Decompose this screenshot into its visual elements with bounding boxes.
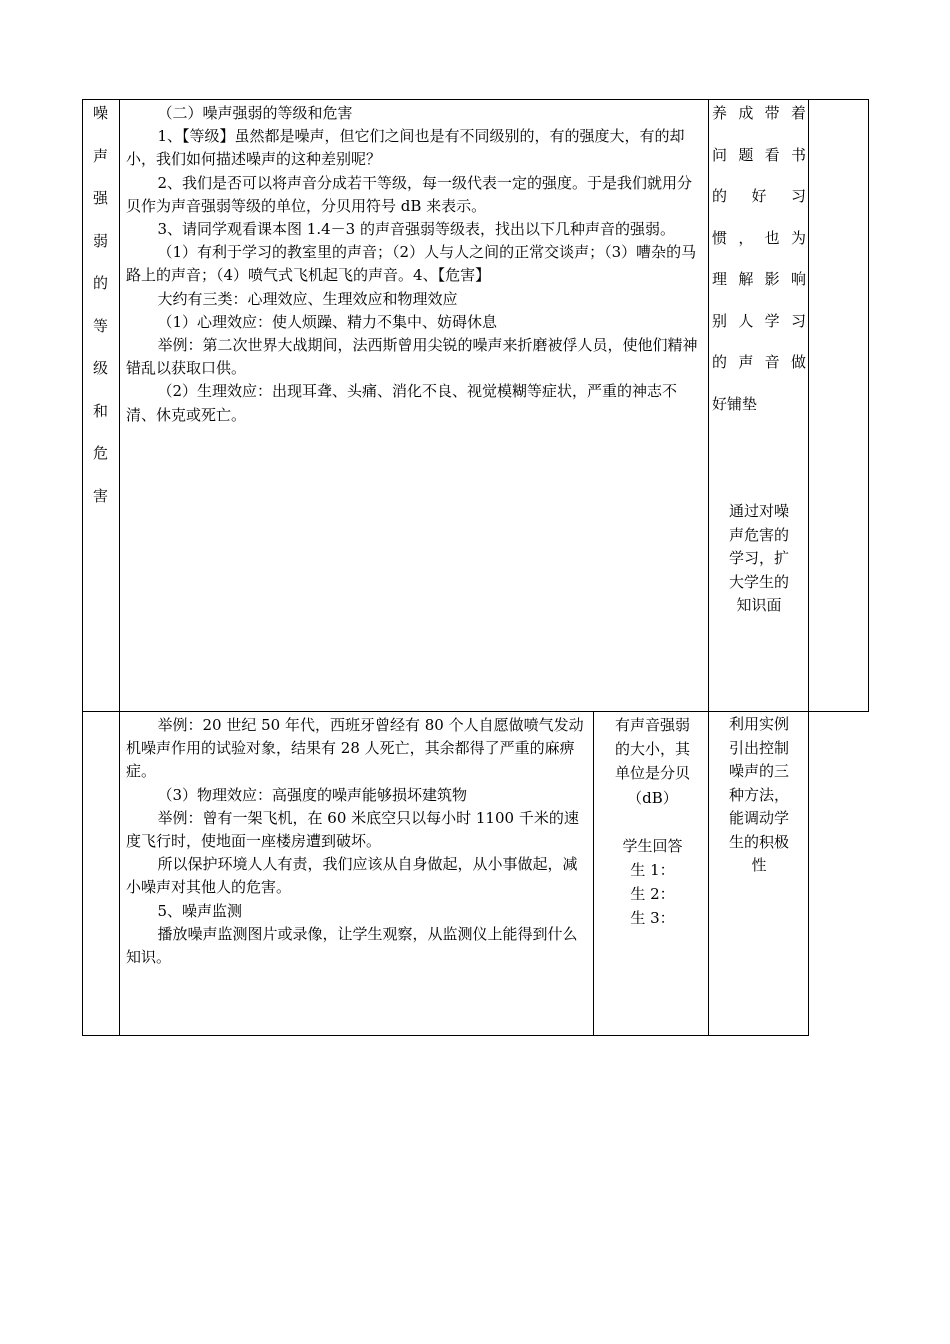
paragraph: （3）物理效应：高强度的噪声能够损坏建筑物 [157,785,468,804]
activity-line: 生 2： [630,885,675,904]
note-line: 问题看书 [712,145,806,164]
note-line: 知识面 [736,596,782,614]
table2-bottom-border [82,1035,809,1036]
paragraph: 举例：曾有一架飞机，在 60 米底空只以每小时 1100 千米的速度飞行时，使地面一座楼房遭到破坏。 [126,808,579,851]
activity-line: 生 3： [630,909,675,928]
note-line: 引出控制 [728,738,789,757]
section2-content [126,714,588,969]
table1-col3-divider [808,99,809,712]
paragraph: 5、噪声监测 [157,901,243,920]
paragraph: 举例：20 世纪 50 年代，西班牙曾经有 80 个人自愿做喷气发动机噪声作用的试验对象，结果有 28 人死亡，其余都得了严重的麻痹症。 [126,716,584,781]
sidebar-char: 等 [92,316,108,335]
paragraph: （1）心理效应：使人烦躁、精力不集中、妨碍休息 [157,312,498,331]
section-title-vertical [82,106,119,531]
note-line: 通过对噪 [728,502,789,520]
note-line: 生的积极 [728,832,789,851]
table2-right-border [808,711,809,1036]
note-line: 的声音做 [712,353,806,371]
table1-bottom-border [82,711,869,712]
note-line: 种方法， [728,785,789,804]
sidebar-char: 危 [92,444,108,462]
note-line: 声危害的 [728,525,789,544]
table1-right-border [868,99,869,712]
note-line: 养成带着 [712,104,806,122]
paragraph: 2、我们是否可以将声音分成若干等级，每一级代表一定的强度。于是我们就用分贝作为声音强弱等级的单位，分贝用符号 dB 来表示。 [126,173,693,215]
sidebar-char: 声 [92,146,108,165]
design-note-top [712,93,806,425]
sidebar-char: 害 [92,486,108,505]
paragraph: 大约有三类：心理效应、生理效应和物理效应 [157,289,458,308]
note-line: 能调动学 [728,809,789,827]
sidebar-char: 和 [92,401,108,420]
paragraph: 举例：第二次世界大战期间，法西斯曾用尖锐的噪声来折磨被俘人员，使他们精神错乱以获取口供。 [126,336,698,378]
subsection-heading: （二）噪声强弱的等级和危害 [157,104,353,122]
note-line: 学习，扩 [728,549,789,567]
note-line: 别人学习 [712,311,806,330]
sidebar-char: 弱 [92,231,108,250]
note-line: 大学生的 [728,572,789,591]
table2-col3-divider [708,711,709,1036]
sidebar-char: 强 [92,189,108,207]
paragraph: 所以保护环境人人有责，我们应该从自身做起，从小事做起，减小噪声对其他人的危害。 [126,855,578,897]
student-activity [600,713,705,931]
activity-line [600,810,705,834]
sidebar-char: 级 [92,359,108,377]
design-note-section2 [712,713,806,878]
note-line: 性 [751,856,767,874]
note-line: 利用实例 [728,715,789,733]
activity-line: 的大小，其 [614,740,690,759]
table2-col1-divider [119,711,120,1036]
note-line: 好铺垫 [712,394,758,413]
paragraph: 播放噪声监测图片或录像，让学生观察，从监测仪上能得到什么知识。 [126,924,578,967]
note-line: 的 好 习 [712,187,806,205]
activity-line: 生 1： [630,861,675,880]
table1-col2-divider [708,99,709,712]
sidebar-char: 的 [92,274,108,292]
activity-line: （dB） [627,788,678,807]
table1-col1-divider [119,99,120,712]
paragraph: 3、请同学观看课本图 1.4－3 的声音强弱等级表，找出以下几种声音的强弱。 [157,220,675,239]
table2-col2-divider [593,711,594,1036]
activity-line: 学生回答 [622,836,683,855]
note-line: 噪声的三 [728,762,789,780]
paragraph: 1、【等级】虽然都是噪声，但它们之间也是有不同级别的，有的强度大，有的却小，我们如何描述噪声的这种差别呢？ [126,127,685,169]
design-note-bottom [712,500,806,618]
activity-line: 单位是分贝 [614,764,690,783]
table2-left-border [82,711,83,1036]
sidebar-char: 噪 [92,104,108,122]
section1-content [126,102,701,427]
activity-line: 有声音强弱 [614,716,690,734]
paragraph: （2）生理效应：出现耳聋、头痛、消化不良、视觉模糊等症状，严重的神志不清、休克或死亡。 [126,382,678,424]
note-line: 理解影响 [712,270,806,288]
paragraph: （1）有利于学习的教室里的声音；（2）人与人之间的正常交谈声；（3）嘈杂的马路上的声音；（4）喷气式飞机起飞的声音。4、【危害】 [126,243,697,285]
note-line: 惯，也为 [712,228,806,247]
